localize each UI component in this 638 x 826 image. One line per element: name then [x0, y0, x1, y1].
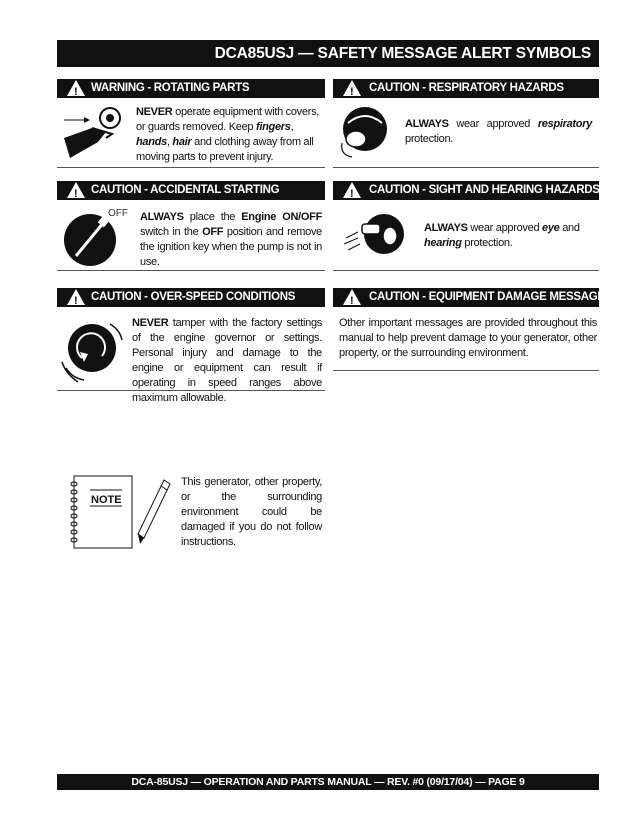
warning-triangle-icon	[67, 80, 85, 96]
respirator-head-icon	[340, 103, 390, 161]
page-title: DCA85USJ — SAFETY MESSAGE ALERT SYMBOLS	[57, 40, 599, 67]
section-header-rotating-parts: ! WARNING - ROTATING PARTS	[57, 79, 325, 98]
section-divider	[333, 167, 599, 168]
off-label: OFF	[108, 208, 128, 219]
equipment-damage-text: Other important messages are provided throughout this manual to help prevent damage to your generator, other property, or the surrounding environment.	[339, 317, 597, 359]
note-notebook-icon	[68, 474, 178, 550]
over-speed-text: NEVER tamper with the factory settings of the engine governor or settings. Personal injury and damage to the engine or equipment can result if operating in speed ranges above maximum allowable.	[132, 317, 322, 404]
section-divider	[333, 370, 599, 371]
section-header-respiratory: ! CAUTION - RESPIRATORY HAZARDS	[333, 79, 599, 98]
section-header-accidental-starting: ! CAUTION - ACCIDENTAL STARTING	[57, 181, 325, 200]
sight-hearing-text: ALWAYS wear approved eye and hearing protection.	[424, 222, 580, 249]
section-divider	[333, 270, 599, 271]
section-divider	[57, 270, 325, 271]
respiratory-text: ALWAYS wear approved respiratory protection.	[405, 118, 592, 145]
ignition-key-icon	[62, 210, 122, 270]
speed-gauge-icon	[60, 318, 126, 384]
warning-triangle-icon	[343, 80, 361, 96]
section-header-over-speed: ! CAUTION - OVER-SPEED CONDITIONS	[57, 288, 325, 307]
section-header-sight-hearing: ! CAUTION - SIGHT AND HEARING HAZARDS	[333, 181, 599, 200]
section-divider	[57, 167, 325, 168]
rotating-parts-text: NEVER operate equipment with covers, or guards removed. Keep fingers, hands, hair and clothing away from all moving parts to prevent injury.	[136, 106, 320, 163]
accidental-starting-text: ALWAYS place the Engine ON/OFF switch in the OFF position and remove the ignition key when the pump is not in use.	[140, 211, 322, 268]
section-header-equipment-damage: ! CAUTION - EQUIPMENT DAMAGE MESSAGES	[333, 288, 599, 307]
section-divider	[57, 390, 325, 391]
warning-triangle-icon	[343, 289, 361, 305]
warning-triangle-icon	[67, 289, 85, 305]
warning-triangle-icon	[343, 182, 361, 198]
goggles-earmuff-head-icon	[342, 212, 408, 260]
page-footer: DCA-85USJ — OPERATION AND PARTS MANUAL — REV. #0 (09/17/04) — PAGE 9	[57, 774, 599, 790]
rotating-parts-hand-icon	[62, 102, 130, 160]
warning-triangle-icon	[67, 182, 85, 198]
note-text: This generator, other property, or the surrounding environment could be damaged if you do not follow instructions.	[181, 476, 322, 548]
note-label: NOTE	[91, 494, 122, 506]
